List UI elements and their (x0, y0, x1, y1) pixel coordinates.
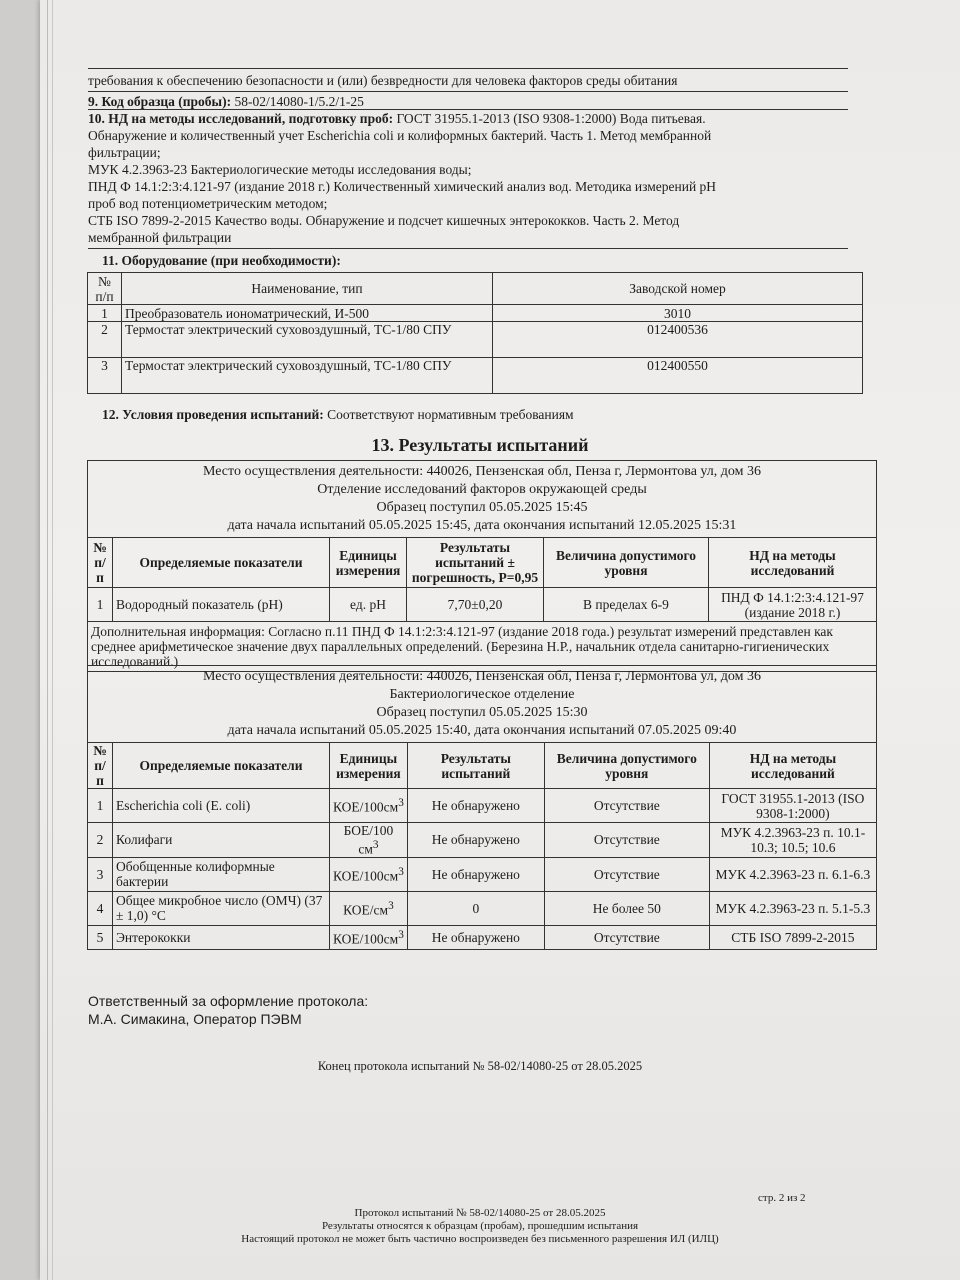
equipment-name: Термостат электрический суховоздушный, ТС-1/80 СПУ (122, 322, 493, 358)
block2-indicator: Обобщенные колиформные бактерии (113, 857, 330, 891)
sample-code (88, 93, 364, 110)
block2-method: ГОСТ 31955.1-2013 (ISO 9308-1:2000) (709, 789, 876, 823)
block2-place: Место осуществления деятельности: 440026, Пензенская обл, Пенза г, Лермонтова ул, дом 36 (202, 669, 762, 684)
block1-info-row (88, 622, 877, 672)
block2-h-result: Результаты испытаний (407, 743, 544, 789)
block2-limit: Отсутствие (544, 857, 709, 891)
block2-units: КОЕ/100см (333, 868, 399, 884)
block2-num: 5 (88, 925, 113, 949)
requirements-line: требования к обеспечению безопасности и (или) безвредности для человека факторов среды обитания (88, 73, 678, 88)
equipment-serial: 012400536 (493, 322, 863, 358)
block2-units-cell (330, 857, 408, 891)
responsible-block (88, 992, 368, 1028)
table-row (88, 358, 863, 394)
block2-indicator: Escherichia coli (E. coli) (113, 789, 330, 823)
block2-dates: дата начала испытаний 05.05.2025 15:40, дата окончания испытаний 07.05.2025 09:40 (227, 723, 737, 738)
rule-4 (88, 248, 848, 249)
sample-code-label: 9. Код образца (пробы): (88, 94, 232, 109)
block1-h-limit: Величина допустимого уровня (544, 538, 709, 588)
responsible-label: Ответственный за оформление протокола: (88, 993, 369, 1009)
block2-limit: Отсутствие (544, 823, 709, 858)
results-title: 13. Результаты испытаний (371, 435, 589, 455)
equipment-serial: 3010 (493, 305, 863, 322)
footer-line-3: Настоящий протокол не может быть частично воспроизведен без письменного разрешения ИЛ (ИЛЦ) (241, 1233, 719, 1245)
block2-units: КОЕ/см (343, 902, 389, 918)
equipment-name: Термостат электрический суховоздушный, ТС-1/80 СПУ (122, 358, 493, 394)
block2-units-sup: 3 (398, 928, 404, 941)
block1-h-method: НД на методы исследований (709, 538, 877, 588)
block2-units-cell (330, 789, 408, 823)
block2-method: МУК 4.2.3963-23 п. 10.1-10.3; 10.5; 10.6 (709, 823, 876, 858)
rule-2 (88, 91, 848, 92)
block2-num: 2 (88, 823, 113, 858)
block2-result: Не обнаружено (407, 789, 544, 823)
table-row (88, 857, 877, 891)
methods-label: 10. НД на методы исследований, подготовку проб: (88, 111, 394, 126)
equipment-num: 3 (88, 358, 122, 394)
block2-units-sup: 3 (372, 839, 379, 851)
equipment-header-row (88, 273, 863, 305)
block2-units-cell (330, 925, 408, 949)
block2-header-row (88, 666, 877, 743)
methods-line-0 (88, 110, 848, 127)
block1-dates: дата начала испытаний 05.05.2025 15:45, дата окончания испытаний 12.05.2025 15:31 (227, 518, 737, 533)
block1-header-row (88, 461, 877, 538)
block2-dept: Бактериологическое отделение (389, 687, 575, 702)
block1-h-units: Единицы измерения (330, 538, 407, 588)
page-edge-shadow (47, 0, 48, 1280)
results-table-1 (87, 460, 877, 672)
block2-units: БОЕ/100 см (343, 823, 394, 857)
methods-line-5: проб вод потенциометрическим методом; (88, 196, 328, 211)
block2-indicator: Общее микробное число (ОМЧ) (37 ± 1,0) °С (113, 891, 330, 925)
block2-result: Не обнаружено (407, 925, 544, 949)
block1-indicator: Водородный показатель (pH) (113, 588, 330, 622)
block2-units-sup: 3 (398, 797, 404, 810)
methods-line-7: мембранной фильтрации (88, 230, 232, 245)
block2-method: МУК 4.2.3963-23 п. 5.1-5.3 (709, 891, 876, 925)
methods-line-1: Обнаружение и количественный учет Escherichia coli и колиформных бактерий. Часть 1. Метод мембранной (88, 128, 712, 143)
table-row (88, 322, 863, 358)
equipment-num: 2 (88, 322, 122, 358)
block2-units-sup: 3 (388, 899, 394, 912)
equipment-col-serial: Заводской номер (493, 273, 863, 305)
methods-line-4: ПНД Ф 14.1:2:3:4.121-97 (издание 2018 г.) Количественный химический анализ вод. Методика измерений pH (88, 179, 717, 194)
conditions-value: Соответствуют нормативным требованиям (327, 407, 574, 422)
responsible-name: М.А. Симакина, Оператор ПЭВМ (88, 1011, 302, 1027)
block1-limit: В пределах 6-9 (544, 588, 709, 622)
footer-line-1: Протокол испытаний № 58-02/14080-25 от 28.05.2025 (354, 1207, 606, 1219)
block1-place: Место осуществления деятельности: 440026, Пензенская обл, Пенза г, Лермонтова ул, дом 36 (202, 464, 762, 479)
rule-top (88, 68, 848, 69)
block1-num: 1 (88, 588, 113, 622)
block2-method: СТБ ISO 7899-2-2015 (709, 925, 876, 949)
block1-dept: Отделение исследований факторов окружающей среды (317, 482, 647, 497)
page-number: стр. 2 из 2 (758, 1192, 806, 1204)
block2-limit: Отсутствие (544, 789, 709, 823)
block2-units: КОЕ/100см (333, 799, 399, 815)
block2-header (88, 666, 877, 743)
table-row (88, 588, 877, 622)
block2-indicator: Колифаги (113, 823, 330, 858)
block1-h-result: Результаты испытаний ± погрешность, P=0,95 (407, 538, 544, 588)
block2-h-num: № п/п (88, 743, 113, 789)
methods-block (88, 110, 848, 246)
block2-units-cell (330, 891, 408, 925)
block1-received: Образец поступил 05.05.2025 15:45 (376, 500, 588, 515)
equipment-col-num: № п/п (88, 273, 122, 305)
block1-method: ПНД Ф 14.1:2:3:4.121-97 (издание 2018 г.) (709, 588, 877, 622)
block2-method: МУК 4.2.3963-23 п. 6.1-6.3 (709, 857, 876, 891)
block2-units: КОЕ/100см (333, 931, 399, 947)
table-row (88, 789, 877, 823)
block1-column-headers (88, 538, 877, 588)
block1-info: Дополнительная информация: Согласно п.11 ПНД Ф 14.1:2:3:4.121-97 (издание 2018 года.) результат измерений представлен как среднее арифметическое значение двух параллельных определений. (Березина Н.Р., начальник отдела санитарно-гигиенических исследований.) (88, 622, 877, 672)
block2-h-units: Единицы измерения (330, 743, 408, 789)
methods-first: ГОСТ 31955.1-2013 (ISO 9308-1:2000) Вода питьевая. (396, 111, 706, 126)
block1-h-num: № п/п (88, 538, 113, 588)
block2-num: 3 (88, 857, 113, 891)
table-row (88, 891, 877, 925)
block2-h-method: НД на методы исследований (709, 743, 876, 789)
block2-received: Образец поступил 05.05.2025 15:30 (376, 705, 588, 720)
sample-code-value: 58-02/14080-1/5.2/1-25 (234, 94, 364, 109)
block2-limit: Не более 50 (544, 891, 709, 925)
equipment-col-name: Наименование, тип (122, 273, 493, 305)
block2-num: 4 (88, 891, 113, 925)
block2-units-cell (330, 823, 408, 858)
block2-result: 0 (407, 891, 544, 925)
equipment-num: 1 (88, 305, 122, 322)
methods-line-6: СТБ ISO 7899-2-2015 Качество воды. Обнаружение и подсчет кишечных энтерококков. Часть 2. Метод (88, 213, 680, 228)
block1-units: ед. pH (330, 588, 407, 622)
equipment-title: 11. Оборудование (при необходимости): (102, 253, 341, 268)
block2-indicator: Энтерококки (113, 925, 330, 949)
conditions-label: 12. Условия проведения испытаний: (102, 407, 324, 422)
equipment-table (87, 272, 863, 394)
block2-result: Не обнаружено (407, 857, 544, 891)
block2-h-limit: Величина допустимого уровня (544, 743, 709, 789)
block2-num: 1 (88, 789, 113, 823)
footer-line-2: Результаты относятся к образцам (пробам), прошедшим испытания (321, 1220, 639, 1232)
block2-h-indicator: Определяемые показатели (113, 743, 330, 789)
block2-units-sup: 3 (398, 865, 404, 878)
table-row (88, 305, 863, 322)
methods-line-3: МУК 4.2.3963-23 Бактериологические методы исследования воды; (88, 162, 472, 177)
block1-h-indicator: Определяемые показатели (113, 538, 330, 588)
results-table-2 (87, 665, 877, 950)
equipment-name: Преобразователь иономатрический, И-500 (122, 305, 493, 322)
table-row (88, 823, 877, 858)
end-of-protocol: Конец протокола испытаний № 58-02/14080-25 от 28.05.2025 (317, 1059, 643, 1073)
page-edge-shadow-2 (52, 0, 53, 1280)
block1-result: 7,70±0,20 (407, 588, 544, 622)
block2-limit: Отсутствие (544, 925, 709, 949)
conditions (102, 406, 574, 423)
block1-header (88, 461, 877, 538)
block2-result: Не обнаружено (407, 823, 544, 858)
table-row (88, 925, 877, 949)
block2-column-headers (88, 743, 877, 789)
equipment-serial: 012400550 (493, 358, 863, 394)
methods-line-2: фильтрации; (88, 145, 161, 160)
